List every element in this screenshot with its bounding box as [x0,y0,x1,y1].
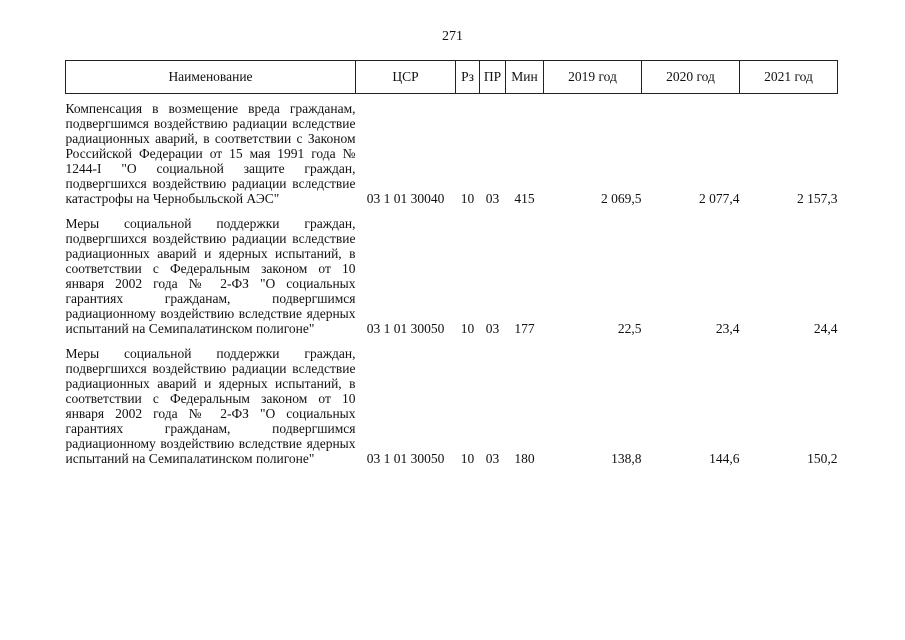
header-min: Мин [506,61,544,94]
row-rz: 10 [460,191,475,206]
row-name: Компенсация в возмещение вреда гражданам, подвергшимся воздействию радиации вследствие радиационных аварий, в соответствии с Законом Российской Федерации от 15 мая 1991 года № 1244-I "О социальной защите граждан, подвергшихся воздействию радиации вследствие катастрофы на Чернобыльской АЭС" [65,101,356,206]
row-2021: 150,2 [807,451,838,466]
row-2020: 2 077,4 [699,191,740,206]
header-rz: Рз [456,61,480,94]
row-min: 177 [514,321,535,336]
row-rz: 10 [460,451,475,466]
row-name: Меры социальной поддержки граждан, подвергшихся воздействию радиации вследствие радиационных аварий и ядерных испытаний, в соответствии с Федеральным законом от 10 января 2002 года № 2-ФЗ "О социальных гарантиях гражданам, подвергшимся радиационному воздействию вследствие ядерных испытаний на Семипалатинском полигоне" [65,216,356,336]
table-row [66,216,838,336]
row-csr: 03 1 01 30050 [366,451,445,466]
row-2021: 2 157,3 [797,191,838,206]
header-2021: 2021 год [740,61,838,94]
row-pr: 03 [485,321,500,336]
row-pr: 03 [485,451,500,466]
row-csr: 03 1 01 30040 [366,191,445,206]
table-row [66,101,838,206]
row-csr: 03 1 01 30050 [366,321,445,336]
header-pr: ПР [480,61,506,94]
row-2020: 144,6 [709,451,740,466]
row-2019: 2 069,5 [601,191,642,206]
row-2020: 23,4 [715,321,740,336]
row-2019: 22,5 [617,321,642,336]
header-2019: 2019 год [544,61,642,94]
header-2020: 2020 год [642,61,740,94]
header-csr: ЦСР [356,61,456,94]
row-2019: 138,8 [611,451,642,466]
table-header-row [66,61,838,94]
table-row [66,346,838,466]
row-name: Меры социальной поддержки граждан, подвергшихся воздействию радиации вследствие радиационных аварий и ядерных испытаний, в соответствии с Федеральным законом от 10 января 2002 года № 2-ФЗ "О социальных гарантиях гражданам, подвергшимся радиационному воздействию вследствие ядерных испытаний на Семипалатинском полигоне" [65,346,356,466]
row-min: 415 [514,191,535,206]
row-min: 180 [514,451,535,466]
row-rz: 10 [460,321,475,336]
page-number: 271 [442,29,463,44]
budget-table [65,60,838,466]
header-name: Наименование [66,61,356,94]
row-2021: 24,4 [813,321,838,336]
row-pr: 03 [485,191,500,206]
